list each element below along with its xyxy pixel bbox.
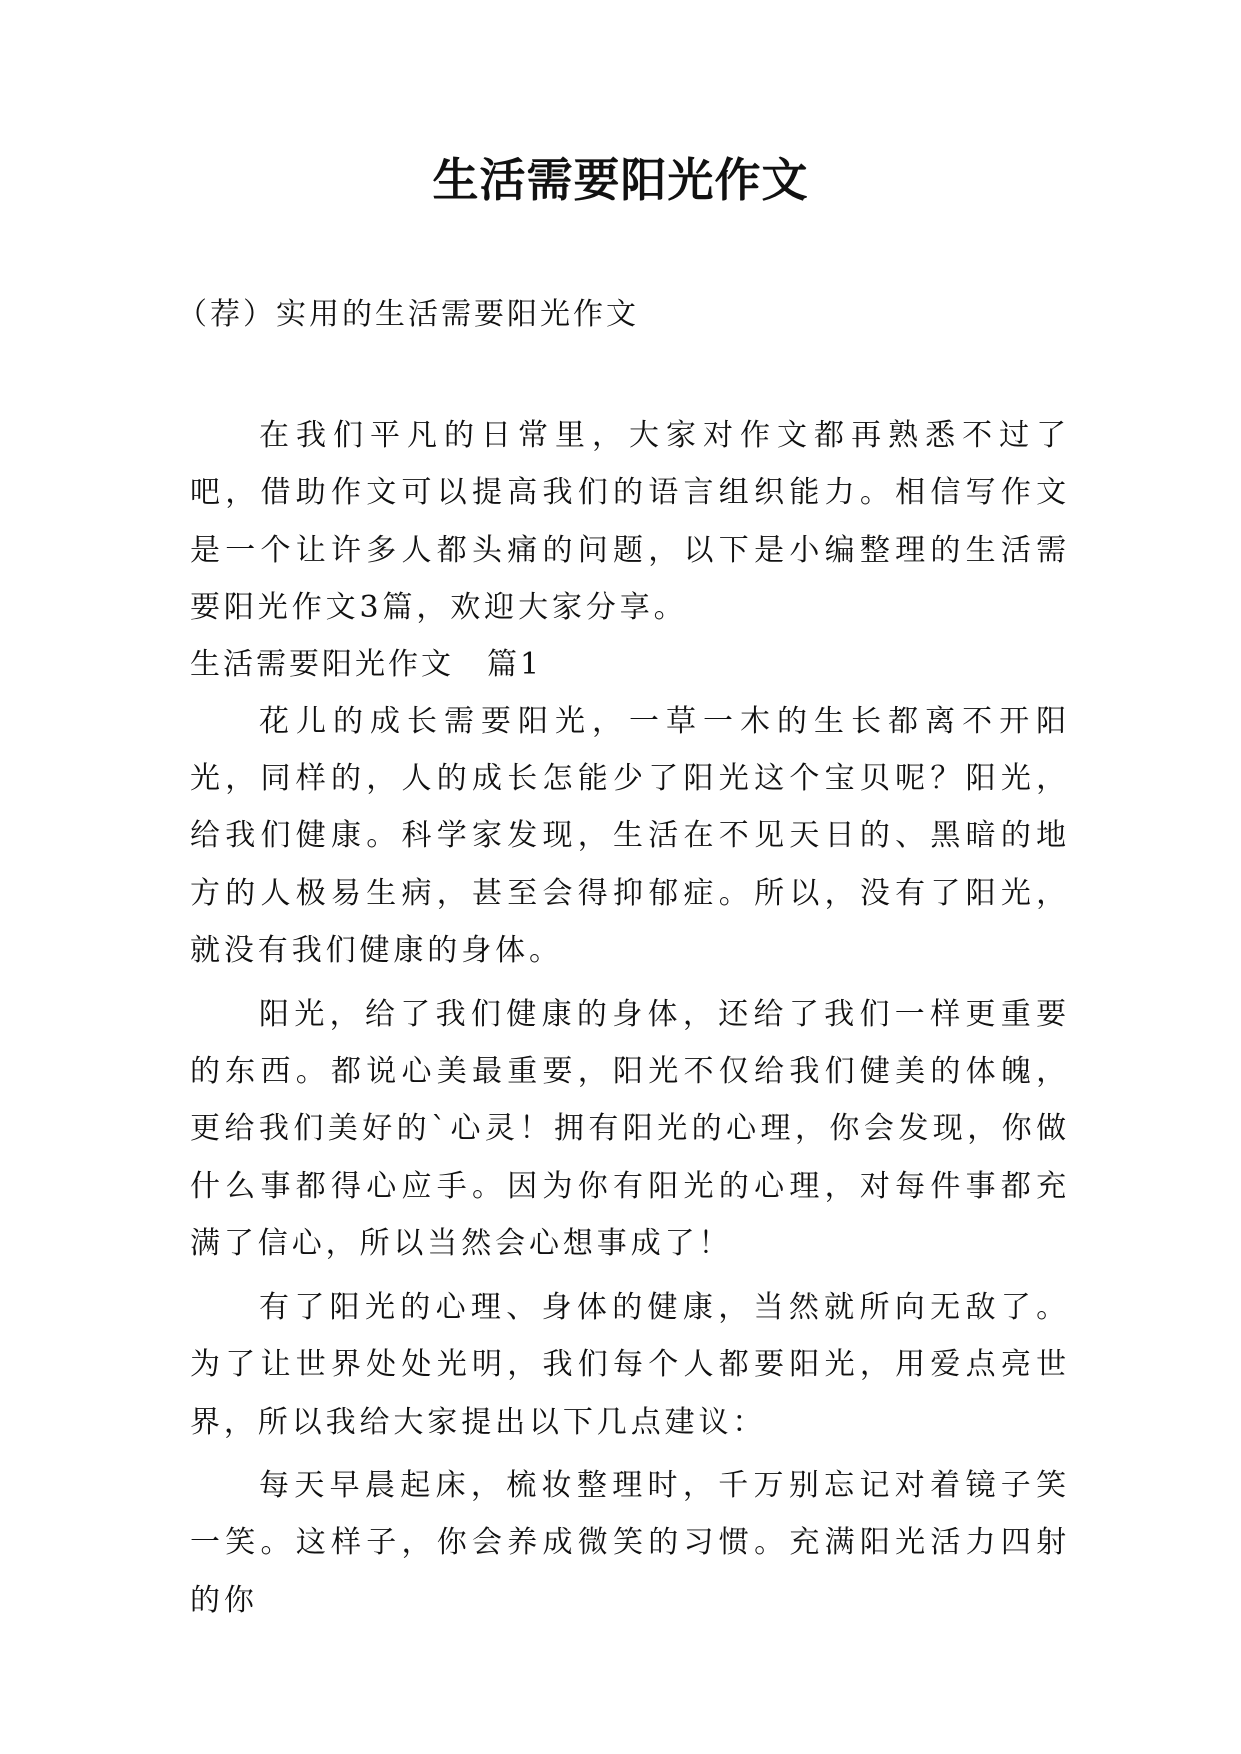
body-paragraph: 阳光，给了我们健康的身体，还给了我们一样更重要的东西。都说心美最重要，阳光不仅给我们健美的体魄，更给我们美好的`心灵！拥有阳光的心理，你会发现，你做什么事都得心应手。因为你有阳光的心理，对每件事都充满了信心，所以当然会心想事成了！ <box>190 996 1070 1262</box>
document-body <box>190 407 1070 1629</box>
body-paragraph: 花儿的成长需要阳光，一草一木的生长都离不开阳光，同样的，人的成长怎能少了阳光这个宝贝呢？阳光，给我们健康。科学家发现，生活在不见天日的、黑暗的地方的人极易生病，甚至会得抑郁症。所以，没有了阳光，就没有我们健康的身体。 <box>190 703 1070 969</box>
document-title: 生活需要阳光作文 <box>432 153 809 207</box>
intro-paragraph: 在我们平凡的日常里，大家对作文都再熟悉不过了吧，借助作文可以提高我们的语言组织能力。相信写作文是一个让许多人都头痛的问题，以下是小编整理的生活需要阳光作文3篇，欢迎大家分享。 <box>190 418 1070 626</box>
document-subtitle: （荐）实用的生活需要阳光作文 <box>177 297 639 332</box>
body-paragraph: 每天早晨起床，梳妆整理时，千万别忘记对着镜子笑一笑。这样子，你会养成微笑的习惯。充满阳光活力四射的你 <box>190 1467 1070 1618</box>
section-heading: 生活需要阳光作文 篇1 <box>190 646 543 682</box>
body-paragraph: 有了阳光的心理、身体的健康，当然就所向无敌了。为了让世界处处光明，我们每个人都要阳光，用爱点亮世界，所以我给大家提出以下几点建议： <box>190 1289 1070 1440</box>
